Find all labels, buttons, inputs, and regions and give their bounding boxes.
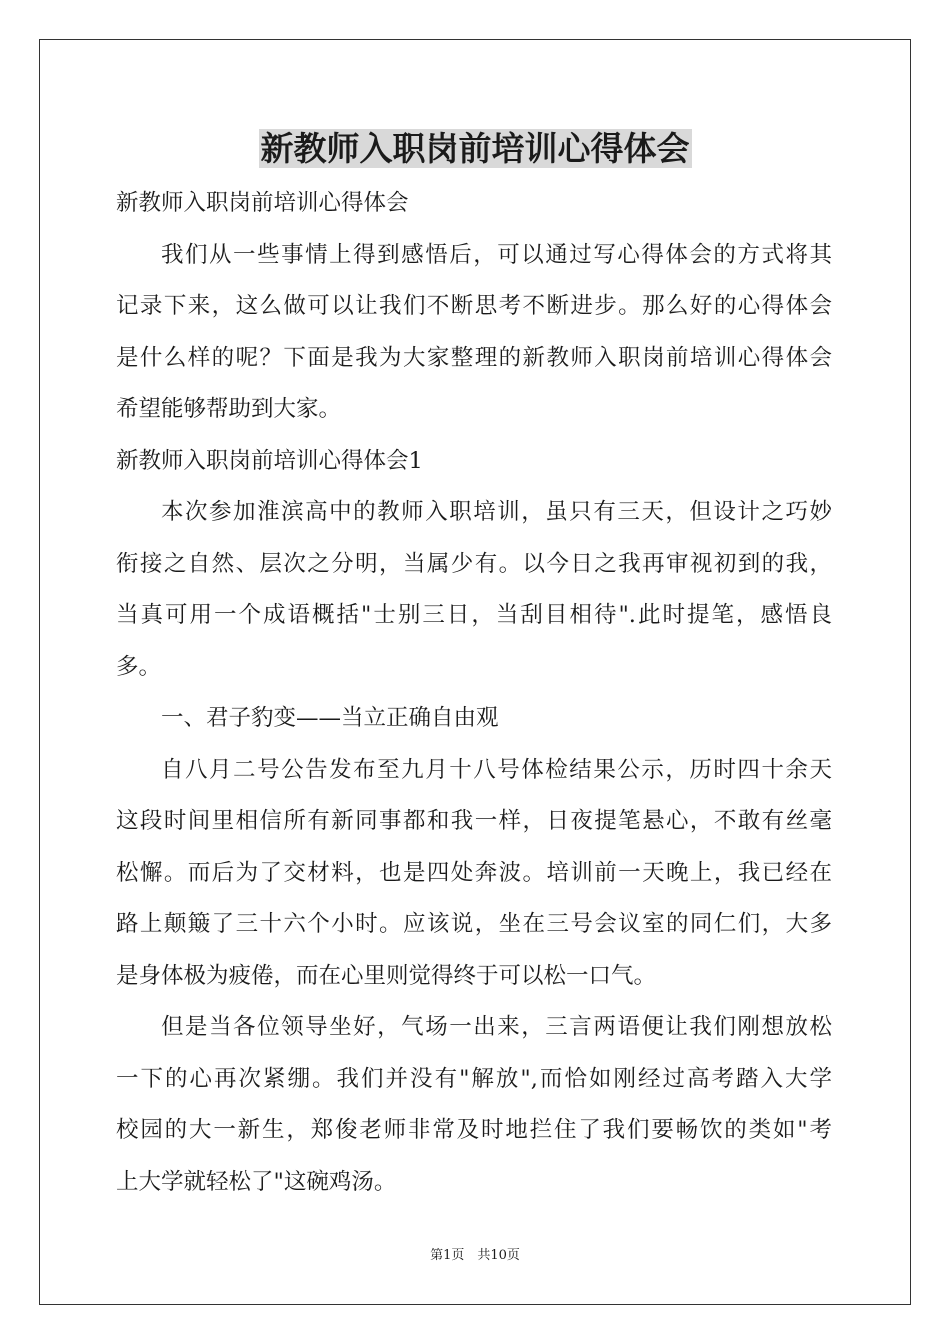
intro-paragraph: [116, 230, 832, 436]
page-footer: 第1页 共10页: [430, 1248, 520, 1263]
paragraph-1: [116, 487, 832, 693]
paragraph-line: 松懈。而后为了交材料，也是四处奔波。培训前一天晚上，我已经在: [116, 859, 832, 886]
section-heading: 新教师入职岗前培训心得体会1: [116, 447, 423, 474]
paragraph-line: 本次参加淮滨高中的教师入职培训，虽只有三天，但设计之巧妙: [161, 499, 832, 525]
paragraph-line: 自八月二号公告发布至九月十八号体检结果公示，历时四十余天: [161, 756, 832, 783]
intro-line: 我们从一些事情上得到感悟后，可以通过写心得体会的方式将其: [161, 241, 832, 268]
intro-line: 希望能够帮助到大家。: [116, 396, 342, 422]
document-body: [116, 178, 832, 1208]
intro-line: 记录下来，这么做可以让我们不断思考不断进步。那么好的心得体会: [116, 293, 832, 319]
paragraph-line: 一下的心再次紧绷。我们并没有"解放",而恰如刚经过高考踏入大学: [116, 1065, 832, 1092]
paragraph-line: 校园的大一新生，郑俊老师非常及时地拦住了我们要畅饮的类如"考: [116, 1117, 832, 1143]
paragraph-line: 是身体极为疲倦，而在心里则觉得终于可以松一口气。: [116, 962, 657, 989]
paragraph-line: 路上颠簸了三十六个小时。应该说，坐在三号会议室的同仁们，大多: [116, 911, 832, 937]
document-title-text: 新教师入职岗前培训心得体会: [260, 129, 690, 168]
paragraph-line: 上大学就轻松了"这碗鸡汤。: [116, 1168, 397, 1195]
intro-line: 是什么样的呢？下面是我为大家整理的新教师入职岗前培训心得体会: [116, 344, 832, 371]
paragraph-line: 衔接之自然、层次之分明，当属少有。以今日之我再审视初到的我，: [116, 550, 832, 577]
paragraph-line: 这段时间里相信所有新同事都和我一样，日夜提笔悬心，不敢有丝毫: [116, 808, 832, 834]
document-title: [0, 126, 950, 172]
paragraph-line: 但是当各位领导坐好，气场一出来，三言两语便让我们刚想放松: [161, 1014, 832, 1040]
sub-heading: 一、君子豹变——当立正确自由观: [161, 705, 499, 731]
paragraph-line: 多。: [116, 653, 162, 680]
paragraph-line: 当真可用一个成语概括"士别三日，当刮目相待".此时提笔，感悟良: [116, 602, 832, 628]
document-subtitle: 新教师入职岗前培训心得体会: [116, 190, 409, 216]
paragraph-3: [116, 1002, 832, 1208]
paragraph-2: [116, 745, 832, 1003]
